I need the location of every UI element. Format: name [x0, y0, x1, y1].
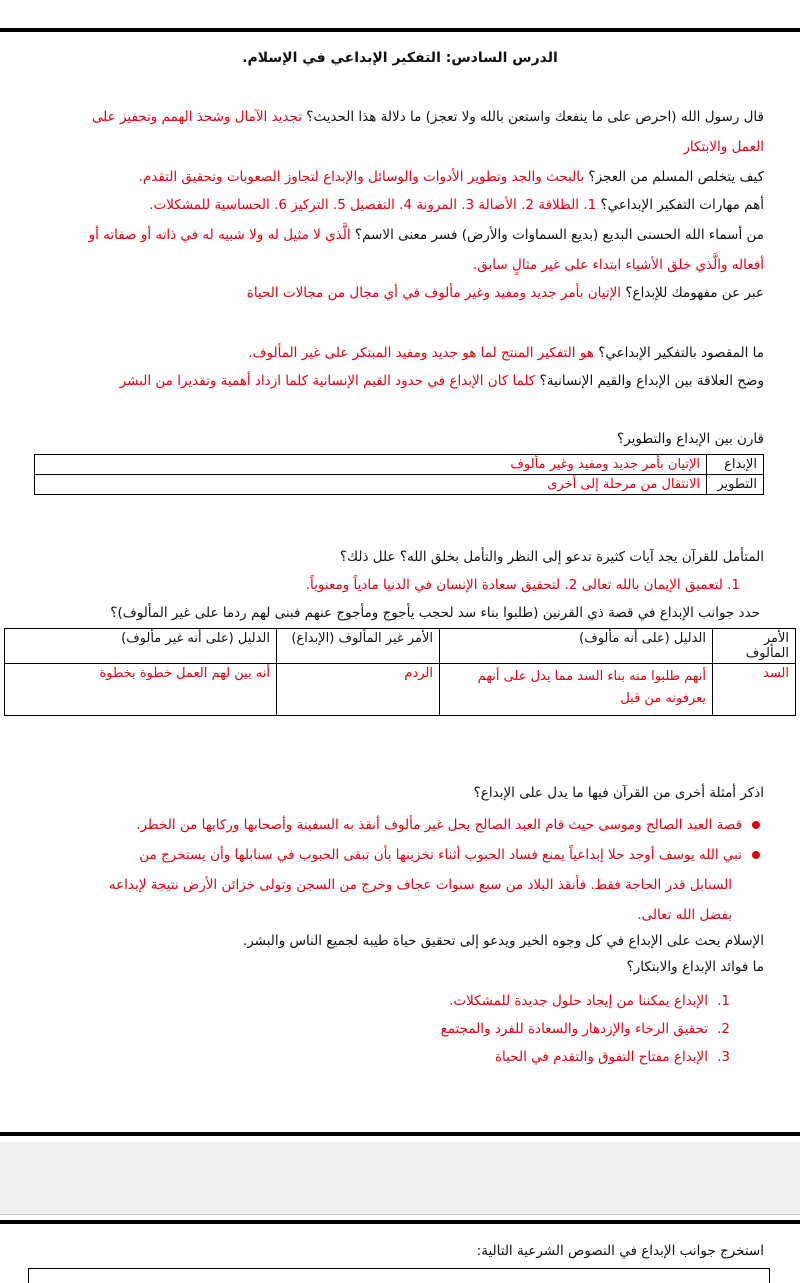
list-item: 3.الإبداع مفتاح التفوق والتقدم في الحياة — [494, 1049, 730, 1065]
bullet-icon — [752, 821, 760, 829]
list-item-cont: بفضل الله تعالى. — [637, 907, 732, 923]
q4-line: من أسماء الله الحسنى البديع (بديع السماوات والأرض) فسر معنى الاسم؟ الَّذي لا مثيل له ولا شبيه له في ذاته أو صفاته أو — [88, 227, 764, 243]
compare-term: التطوير — [707, 475, 764, 495]
q3-line: أهم مهارات التفكير الإبداعي؟ 1. الطلاقة 2. الأصالة 3. المرونة 4. التفصيل 5. التركيز 6. الحساسية للمشكلات. — [149, 197, 764, 213]
examples-question: اذكر أمثلة أخرى من القرآن فيها ما يدل على الإبداع؟ — [473, 785, 764, 801]
dhulqarnayn-table — [4, 628, 796, 716]
page2-question: استخرج جوانب الإبداع في النصوص الشرعية التالية: — [476, 1243, 764, 1259]
bullet-icon — [752, 851, 760, 859]
compare-def: الإتيان بأمر جديد ومفيد وغير مألوف — [35, 455, 707, 475]
q2-line: كيف يتخلص المسلم من العجز؟ بالبحث والجد وتطوير الأدوات والوسائل والإبداع لتجاوز الصعوبات وتحقيق التقدم. — [138, 169, 764, 185]
header-cell: الدليل (على أنه مألوف) — [440, 629, 713, 664]
list-item-cont: السنابل قدر الحاجة فقط. فأنقذ البلاد من سبع سنوات عجاف وخرج من السجن وتولى خزائن الأرض نتيجة لإبداعه — [108, 877, 732, 893]
list-item: قصة العبد الصالح وموسى حيث قام العبد الصالح بحل غير مألوف أنقذ به السفينة وأصحابها وركابها من الخطر. — [36, 814, 760, 836]
q6-line: ما المقصود بالتفكير الإبداعي؟ هو التفكير المنتج لما هو جديد ومفيد المبتكر على غير المألوف. — [248, 345, 764, 361]
page-gap — [0, 1142, 800, 1215]
dhul-question: حدد جوانب الإبداع في قصة ذي القرنين (طلبوا بناء سد لحجب يأجوج ومأجوج عنهم فبنى لهم ردما على غير المألوف)؟ — [110, 605, 760, 621]
top-rule — [0, 28, 800, 32]
q7-line: وضح العلاقة بين الإبداع والقيم الإنسانية؟ كلما كان الإبداع في حدود القيم الإنسانية كلما ازداد أهمية وتقديرا من البشر — [119, 373, 764, 389]
compare-table — [34, 454, 764, 495]
header-cell: الدليل (على أنه غير مألوف) — [5, 629, 277, 664]
table-cell: السد — [713, 664, 796, 716]
compare-term: الإبداع — [707, 455, 764, 475]
table-cell: الردم — [277, 664, 440, 716]
page2-table-top — [28, 1268, 770, 1283]
list-item: 2.تحقيق الرخاء والإزدهار والسعادة للفرد والمجتمع — [440, 1021, 730, 1037]
page-end-rule — [0, 1132, 800, 1136]
page2-top-rule — [0, 1220, 800, 1224]
table-row — [5, 629, 796, 664]
table-row — [35, 455, 764, 475]
list-item: 1.الإبداع يمكننا من إيجاد حلول جديدة للمشكلات. — [449, 993, 730, 1009]
q5-line: عبر عن مفهومك للإبداع؟ الإتيان بأمر جديد ومفيد وغير مألوف في أي مجال من مجالات الحياة — [246, 285, 764, 301]
q1-answer-cont: العمل والابتكار — [683, 139, 764, 155]
table-row — [5, 664, 796, 716]
header-cell: الأمر المألوف — [713, 629, 796, 664]
header-cell: الأمر غير المألوف (الإبداع) — [277, 629, 440, 664]
table-cell: أنه بين لهم العمل خطوة بخطوة — [5, 664, 277, 716]
table-cell: أنهم طلبوا منه بناء السد مما يدل على أنهم يعرفونه من قبل — [440, 664, 713, 716]
lesson-title: الدرس السادس: التفكير الإبداعي في الإسلام. — [242, 50, 558, 66]
q1-line: قال رسول الله (احرص على ما ينفعك واستعن بالله ولا تعجز) ما دلالة هذا الحديث؟ تجديد الآمال وشحذ الهمم وتحفيز على — [91, 109, 764, 125]
islam-line: الإسلام يحث على الإبداع في كل وجوه الخير ويدعو إلى تحقيق حياة طيبة لجميع الناس والبشر. — [242, 933, 764, 949]
compare-def: الانتقال من مرحلة إلى أخرى — [35, 475, 707, 495]
q8-answer: 1. لتعميق الإيمان بالله تعالى 2. لتحقيق سعادة الإنسان في الدنيا مادياً ومعنوياً. — [305, 577, 740, 593]
benefits-question: ما فوائد الإبداع والابتكار؟ — [626, 959, 764, 975]
q4-answer-cont: أفعاله والَّذي خلق الأشياء ابتداء على غير مثالٍ سابق. — [472, 257, 764, 273]
table-row — [35, 475, 764, 495]
q1-answer: تجديد الآمال وشحذ الهمم وتحفيز على — [91, 109, 302, 125]
list-item: نبي الله يوسف أوجد حلا إبداعياً يمنع فساد الحبوب أثناء تخزينها بأن تبقى الحبوب في سنابلها وأن يستخرج من — [36, 844, 760, 866]
compare-question: قارن بين الإبداع والتطوير؟ — [617, 431, 764, 447]
q8-line: المتأمل للقرآن يجد آيات كثيرة تدعو إلى النظر والتأمل بخلق الله؟ علل ذلك؟ — [339, 549, 764, 565]
